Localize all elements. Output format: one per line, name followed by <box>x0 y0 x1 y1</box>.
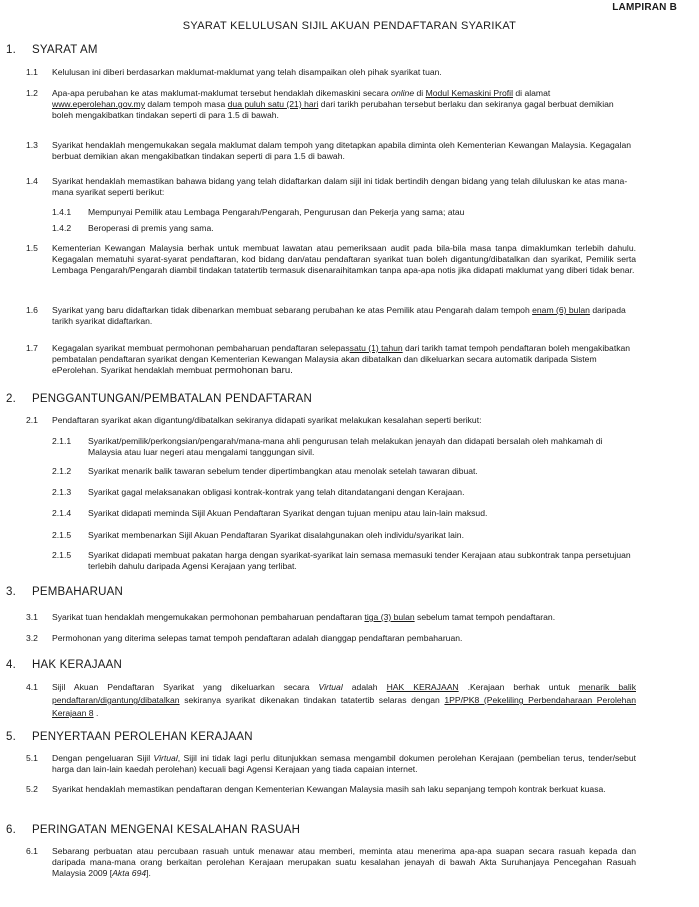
clause-2-1-1 <box>0 436 699 458</box>
text-run: , Sijil ini tidak lagi perlu ditunjukkan semasa mengambil dokumen perolehan Kerajaan (pembelian terus, tender/sebut harga dan lain-lain kaedah perolehan) kecuali bagi Agensi Kerajaan yang tiada capaian internet. <box>52 753 636 774</box>
clause-text: Syarikat didapati meminda Sijil Akuan Pendaftaran Syarikat dengan tujuan menipu atau lain-lain maksud. <box>88 508 488 518</box>
section-4 <box>0 659 699 671</box>
section-number: 4. <box>6 659 16 671</box>
text-run: Virtual <box>318 682 343 692</box>
section-number: 6. <box>6 824 16 836</box>
section-number: 2. <box>6 393 16 405</box>
text-run: dari tarikh tamat tempoh pendaftaran boleh mengakibatkan pembatalan pendaftaran syarikat dengan Kementerian Kewangan Malaysia akan dibatalkan dan dikeluarkan secara automatik daripada Sistem ePerolehan. Syarikat hendaklah membuat <box>52 343 631 375</box>
clause-number: 1.5 <box>26 243 38 253</box>
clause-number: 1.2 <box>26 88 38 98</box>
text-run: di alamat <box>512 88 551 98</box>
text-run: daripada tarikh syarikat didaftarkan. <box>52 305 626 326</box>
clause-number: 1.3 <box>26 140 38 150</box>
text-run: . <box>93 708 99 718</box>
clause-1-5 <box>0 243 699 276</box>
section-2 <box>0 393 699 405</box>
clause-text: Syarikat/pemilik/perkongsian/pengarah/mana-mana ahli pengurusan telah melakukan jenayah dan didapati bersalah oleh mahkamah di Malaysia atau luar negeri atau mengalami tanggungan sivil. <box>88 436 603 457</box>
text-run: Virtual <box>153 753 178 763</box>
text-run: Akta 694 <box>112 868 147 878</box>
text-run: Apa-apa perubahan ke atas maklumat-maklumat tersebut hendaklah dikemaskini secara <box>52 88 392 98</box>
clause-text: Syarikat hendaklah memastikan bahawa bidang yang telah didaftarkan dalam sijil ini tidak bertindih dengan bidang yang telah diluluskan ke atas mana-mana syarikat seperti berikut: <box>52 176 628 197</box>
document-title: SYARAT KELULUSAN SIJIL AKUAN PENDAFTARAN SYARIKAT <box>182 20 517 32</box>
clause-2-1-3 <box>0 487 699 498</box>
text-run-underlined: menarik balik pendaftaran/digantung/dibatalkan <box>52 682 636 705</box>
clause-text: Syarikat gagal melaksanakan obligasi kontrak-kontrak yang telah ditandatangani dengan Kerajaan. <box>88 487 465 497</box>
clause-number: 6.1 <box>26 846 38 856</box>
text-run: di <box>414 88 426 98</box>
clause-text <box>52 846 636 879</box>
clause-text: Syarikat membenarkan Sijil Akuan Pendaftaran Syarikat disalahgunakan oleh individu/syarikat lain. <box>88 530 464 540</box>
clause-text: Permohonan yang diterima selepas tamat tempoh pendaftaran adalah dianggap pendaftaran pembaharuan. <box>52 633 463 643</box>
section-heading <box>0 731 699 743</box>
section-heading <box>0 586 699 598</box>
text-run: Kegagalan syarikat membuat permohonan pembaharuan pendaftaran selepas <box>52 343 350 353</box>
clause-text: Syarikat hendaklah mengemukakan segala maklumat dalam tempoh yang ditetapkan apabila diminta oleh Kementerian Kewangan Malaysia. Kegagalan berbuat demikian akan mengakibatkan tindakan seperti di para 1.5 di bawah. <box>52 140 632 161</box>
clause-text: Kelulusan ini diberi berdasarkan maklumat-maklumat yang telah disampaikan oleh pihak syarikat tuan. <box>52 67 442 77</box>
text-run: sebelum tamat tempoh pendaftaran. <box>414 612 556 622</box>
section-title: HAK KERAJAAN <box>32 659 122 671</box>
text-run: Dengan pengeluaran Sijil <box>52 753 154 763</box>
text-run: adalah <box>342 682 387 692</box>
clause-2-1-6 <box>0 550 699 572</box>
clause-5-2 <box>0 784 699 795</box>
appendix-label: LAMPIRAN B <box>612 2 677 13</box>
section-heading <box>0 393 699 405</box>
clause-text <box>52 612 636 623</box>
clause-number: 1.4.1 <box>52 207 72 217</box>
section-title: PEMBAHARUAN <box>32 586 124 598</box>
clause-number: 2.1 <box>26 415 38 425</box>
clause-1-7 <box>0 343 699 376</box>
clause-number: 3.2 <box>26 633 38 643</box>
clause-number: 1.4.2 <box>52 223 72 233</box>
text-run-underlined: HAK KERAJAAN <box>386 682 459 692</box>
clause-text: Syarikat hendaklah memastikan pendaftaran dengan Kementerian Kewangan Malaysia masih sah laku sepanjang tempoh kontrak berkuat kuasa. <box>52 784 606 794</box>
clause-2-1-2 <box>0 466 699 477</box>
text-run: permohonan baru. <box>214 365 293 376</box>
clause-4-1 <box>0 681 699 720</box>
clause-text: Pendaftaran syarikat akan digantung/dibatalkan sekiranya didapati syarikat melakukan kesalahan seperti berikut: <box>52 415 482 425</box>
section-title: PENGGANTUNGAN/PEMBATALAN PENDAFTARAN <box>32 393 313 405</box>
text-run: Syarikat yang baru didaftarkan tidak dibenarkan membuat sebarang perubahan ke atas Pemilik atau Pengarah dalam tempoh <box>52 305 533 315</box>
clause-text <box>52 681 636 720</box>
clause-number: 2.1.2 <box>52 466 72 476</box>
section-title: PERINGATAN MENGENAI KESALAHAN RASUAH <box>32 824 301 836</box>
clause-2-1-5 <box>0 530 699 541</box>
section-heading <box>0 659 699 671</box>
website-link[interactable]: www.eperolehan.gov.my <box>52 99 145 109</box>
clause-number: 5.1 <box>26 753 38 763</box>
clause-1-4-1 <box>0 207 699 218</box>
section-heading <box>0 824 699 836</box>
module-link[interactable]: Modul Kemaskini Profil <box>425 88 513 98</box>
text-run-underlined: dua puluh satu (21) hari <box>227 99 319 109</box>
clause-number: 2.1.4 <box>52 508 72 518</box>
clause-2-1 <box>0 415 699 426</box>
text-run-underlined: tiga (3) bulan <box>364 612 415 622</box>
text-run: Syarikat tuan hendaklah mengemukakan permohonan pembaharuan pendaftaran <box>52 612 365 622</box>
section-1 <box>0 44 699 56</box>
text-run: Sijil Akuan Pendaftaran Syarikat yang dikeluarkan secara <box>52 682 319 692</box>
clause-1-1 <box>0 67 699 78</box>
clause-number: 2.1.5 <box>52 530 72 540</box>
text-run-underlined: 1PP/PK8 (Pekeliling Perbendaharaan Perolehan Kerajaan 8 <box>52 695 636 718</box>
clause-number: 1.4 <box>26 176 38 186</box>
clause-1-3 <box>0 140 699 162</box>
clause-1-4 <box>0 176 699 198</box>
section-number: 5. <box>6 731 16 743</box>
clause-3-1 <box>0 612 699 623</box>
section-number: 1. <box>6 44 16 56</box>
text-run-underlined: satu (1) tahun <box>349 343 403 353</box>
clause-5-1 <box>0 753 699 775</box>
clause-number: 2.1.5 <box>52 550 72 560</box>
text-run: dalam tempoh masa <box>145 99 228 109</box>
text-run: ]. <box>146 868 151 878</box>
clause-text <box>52 753 636 775</box>
clause-number: 1.1 <box>26 67 38 77</box>
section-5 <box>0 731 699 743</box>
clause-6-1 <box>0 846 699 879</box>
text-run: sekiranya syarikat dikenakan tindakan tatatertib selaras dengan <box>179 695 445 705</box>
clause-text <box>52 305 636 327</box>
clause-number: 3.1 <box>26 612 38 622</box>
section-heading <box>0 44 699 56</box>
section-6 <box>0 824 699 836</box>
clause-1-2 <box>0 88 699 121</box>
clause-number: 4.1 <box>26 682 38 692</box>
text-run: .Kerajaan berhak untuk <box>458 682 579 692</box>
clause-text: Kementerian Kewangan Malaysia berhak untuk membuat lawatan atau pemeriksaan audit pada bila-bila masa tanpa dimaklumkan terlebih dahulu. Kegagalan mematuhi syarat-syarat pendaftaran, kod bidang dan/atau pendaftaran syarikat tuan boleh digantung/dibatalkan dan syarikat, Pemilik serta Lembaga Pengarah/Pengarah diambil tindakan tatatertib termasuk disenaraihitamkan tanpa apa-apa notis jika didapati maklumat yang diberi tidak benar. <box>52 243 636 275</box>
clause-text: Syarikat menarik balik tawaran sebelum tender dipertimbangkan atau menolak setelah tawaran dibuat. <box>88 466 478 476</box>
clause-3-2 <box>0 633 699 644</box>
clause-number: 1.7 <box>26 343 38 353</box>
clause-text: Syarikat didapati membuat pakatan harga dengan syarikat-syarikat lain semasa memasuki tender Kerajaan atau subkontrak tanpa persetujuan terlebih dahulu daripada Agensi Kerajaan yang terlibat. <box>88 550 631 571</box>
clause-text <box>52 343 636 376</box>
clause-number: 5.2 <box>26 784 38 794</box>
section-3 <box>0 586 699 598</box>
clause-text: Mempunyai Pemilik atau Lembaga Pengarah/Pengarah, Pengurusan dan Pekerja yang sama; atau <box>88 207 465 217</box>
section-title: SYARAT AM <box>32 44 98 56</box>
clause-text: Beroperasi di premis yang sama. <box>88 223 214 233</box>
section-number: 3. <box>6 586 16 598</box>
text-run: Sebarang perbuatan atau percubaan rasuah untuk menawar atau memberi, meminta atau menerima apa-apa suapan secara rasuah kepada dan daripada mana-mana orang berkaitan perolehan Kerajaan merupakan suatu kesalahan jenayah di bawah Akta Suruhanjaya Pencegahan Rasuah Malaysia 2009 [ <box>52 846 636 878</box>
text-run: dari tarikh perubahan tersebut berlaku dan sekiranya gagal berbuat demikian boleh mengakibatkan tindakan seperti di para 1.5 di bawah. <box>52 99 614 120</box>
clause-1-6 <box>0 305 699 327</box>
clause-2-1-4 <box>0 508 699 519</box>
text-run-underlined: enam (6) bulan <box>532 305 590 315</box>
clause-text <box>52 88 636 121</box>
section-title: PENYERTAAN PEROLEHAN KERAJAAN <box>32 731 253 743</box>
clause-1-4-2 <box>0 223 699 234</box>
clause-number: 1.6 <box>26 305 38 315</box>
clause-number: 2.1.1 <box>52 436 72 446</box>
text-run: online <box>391 88 415 98</box>
clause-number: 2.1.3 <box>52 487 72 497</box>
